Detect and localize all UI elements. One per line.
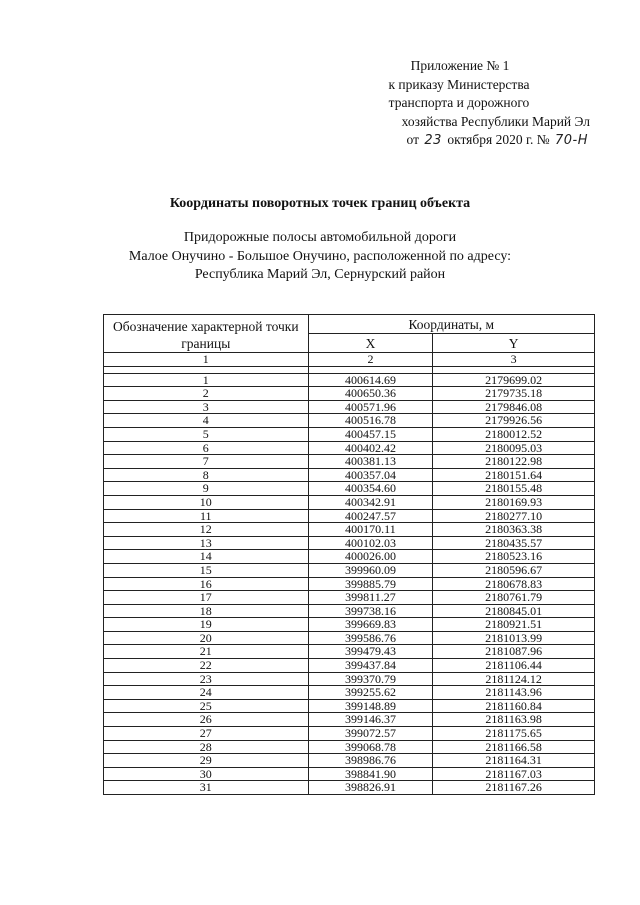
x-coordinate-cell: 400342.91 <box>308 495 433 509</box>
x-coordinate-cell: 400102.03 <box>308 536 433 550</box>
ministry-line: транспорта и дорожного <box>388 95 530 111</box>
date-prefix: от <box>406 132 420 148</box>
table-row <box>104 604 595 618</box>
table-row <box>104 740 595 754</box>
x-coordinate-cell: 400402.42 <box>308 441 433 455</box>
subtitle-line-3: Республика Марий Эл, Сернурский район <box>194 267 446 282</box>
x-coordinate-cell: 399370.79 <box>308 672 433 686</box>
handwritten-day: 23 <box>424 133 442 149</box>
table-row <box>104 781 595 795</box>
point-number-cell: 10 <box>104 495 309 509</box>
point-number-cell: 13 <box>104 536 309 550</box>
y-coordinate-cell: 2181087.96 <box>433 645 595 659</box>
x-coordinate-cell: 400357.04 <box>308 468 433 482</box>
y-coordinate-cell: 2180155.48 <box>433 482 595 496</box>
point-number-cell: 4 <box>104 414 309 428</box>
point-number-cell: 28 <box>104 740 309 754</box>
x-coordinate-cell: 400650.36 <box>308 387 433 401</box>
point-number-cell: 7 <box>104 455 309 469</box>
table-row <box>104 427 595 441</box>
y-coordinate-cell: 2181166.58 <box>433 740 595 754</box>
y-coordinate-cell: 2180678.83 <box>433 577 595 591</box>
table-row <box>104 727 595 741</box>
y-coordinate-cell: 2181175.65 <box>433 727 595 741</box>
table-row <box>104 509 595 523</box>
handwritten-order-number: 70-Н <box>554 133 588 149</box>
x-coordinate-cell: 400571.96 <box>308 400 433 414</box>
point-designation-header: Обозначение характерной точки границы <box>104 315 309 353</box>
point-number-cell: 18 <box>104 604 309 618</box>
point-number-cell: 11 <box>104 509 309 523</box>
point-number-cell: 16 <box>104 577 309 591</box>
coordinates-table-body <box>104 373 595 794</box>
y-coordinate-cell: 2180012.52 <box>433 427 595 441</box>
table-row <box>104 618 595 632</box>
point-number-cell: 27 <box>104 727 309 741</box>
x-coordinate-cell: 400170.11 <box>308 523 433 537</box>
point-number-cell: 9 <box>104 482 309 496</box>
point-number-cell: 8 <box>104 468 309 482</box>
point-number-cell: 19 <box>104 618 309 632</box>
table-row <box>104 659 595 673</box>
table-row <box>104 482 595 496</box>
table-row <box>104 767 595 781</box>
table-row <box>104 523 595 537</box>
x-coordinate-cell: 400381.13 <box>308 455 433 469</box>
point-number-cell: 14 <box>104 550 309 564</box>
x-coordinate-cell: 399738.16 <box>308 604 433 618</box>
y-coordinate-cell: 2181163.98 <box>433 713 595 727</box>
x-coordinate-cell: 400026.00 <box>308 550 433 564</box>
date-rest: октября 2020 г. № <box>447 132 550 148</box>
y-coordinate-cell: 2181106.44 <box>433 659 595 673</box>
x-coordinate-cell: 399669.83 <box>308 618 433 632</box>
table-row <box>104 468 595 482</box>
table-row <box>104 577 595 591</box>
x-coordinate-cell: 399146.37 <box>308 713 433 727</box>
point-number-cell: 25 <box>104 699 309 713</box>
y-coordinate-cell: 2180277.10 <box>433 509 595 523</box>
x-coordinate-cell: 400516.78 <box>308 414 433 428</box>
y-coordinate-cell: 2181167.03 <box>433 767 595 781</box>
x-coordinate-cell: 398826.91 <box>308 781 433 795</box>
y-coordinate-cell: 2181160.84 <box>433 699 595 713</box>
y-coordinate-cell: 2180845.01 <box>433 604 595 618</box>
point-number-cell: 22 <box>104 659 309 673</box>
document-subtitle <box>0 229 640 285</box>
table-row <box>104 631 595 645</box>
x-coordinate-cell: 400614.69 <box>308 373 433 387</box>
table-row <box>104 563 595 577</box>
y-coordinate-cell: 2179735.18 <box>433 387 595 401</box>
appendix-number: Приложение № 1 <box>410 58 510 73</box>
point-number-cell: 31 <box>104 781 309 795</box>
x-coordinate-cell: 399586.76 <box>308 631 433 645</box>
table-row <box>104 373 595 387</box>
y-coordinate-cell: 2181013.99 <box>433 631 595 645</box>
table-row <box>104 713 595 727</box>
table-row <box>104 441 595 455</box>
x-coordinate-cell: 399148.89 <box>308 699 433 713</box>
appendix-header <box>360 57 590 151</box>
y-coordinate-cell: 2180596.67 <box>433 563 595 577</box>
point-number-cell: 17 <box>104 591 309 605</box>
y-coordinate-cell: 2179926.56 <box>433 414 595 428</box>
point-number-cell: 24 <box>104 686 309 700</box>
column-number-2: 2 <box>308 353 433 367</box>
table-row <box>104 550 595 564</box>
point-number-cell: 12 <box>104 523 309 537</box>
column-number-3: 3 <box>433 353 595 367</box>
y-coordinate-cell: 2180122.98 <box>433 455 595 469</box>
table-row <box>104 536 595 550</box>
y-coordinate-cell: 2180151.64 <box>433 468 595 482</box>
x-coordinate-cell: 399437.84 <box>308 659 433 673</box>
y-coordinate-cell: 2180363.38 <box>433 523 595 537</box>
x-coordinate-cell: 399960.09 <box>308 563 433 577</box>
table-row <box>104 754 595 768</box>
y-coordinate-cell: 2180761.79 <box>433 591 595 605</box>
document-title: Координаты поворотных точек границ объекта <box>169 196 471 211</box>
point-number-cell: 15 <box>104 563 309 577</box>
y-coordinate-cell: 2180921.51 <box>433 618 595 632</box>
order-reference-line: к приказу Министерства <box>388 76 530 92</box>
x-coordinate-cell: 399255.62 <box>308 686 433 700</box>
coordinates-table <box>103 314 595 795</box>
y-coordinate-cell: 2179846.08 <box>433 400 595 414</box>
coordinates-header: Координаты, м <box>308 315 594 334</box>
point-number-cell: 30 <box>104 767 309 781</box>
table-row <box>104 645 595 659</box>
table-row <box>104 672 595 686</box>
table-row <box>104 699 595 713</box>
point-number-cell: 6 <box>104 441 309 455</box>
subtitle-line-2: Малое Онучино - Большое Онучино, расположенной по адресу: <box>128 248 512 264</box>
x-coordinate-cell: 399885.79 <box>308 577 433 591</box>
x-coordinate-cell: 400247.57 <box>308 509 433 523</box>
x-header: X <box>308 334 433 353</box>
table-row <box>104 591 595 605</box>
table-row <box>104 400 595 414</box>
point-number-cell: 2 <box>104 387 309 401</box>
x-coordinate-cell: 400457.15 <box>308 427 433 441</box>
x-coordinate-cell: 400354.60 <box>308 482 433 496</box>
subtitle-line-1: Придорожные полосы автомобильной дороги <box>183 230 457 245</box>
column-number-1: 1 <box>104 353 309 367</box>
y-coordinate-cell: 2181124.12 <box>433 672 595 686</box>
point-number-cell: 26 <box>104 713 309 727</box>
y-coordinate-cell: 2180095.03 <box>433 441 595 455</box>
table-column-numbers-row <box>104 353 595 367</box>
x-coordinate-cell: 398841.90 <box>308 767 433 781</box>
y-header: Y <box>433 334 595 353</box>
table-row <box>104 686 595 700</box>
point-number-cell: 3 <box>104 400 309 414</box>
point-number-cell: 1 <box>104 373 309 387</box>
table-row <box>104 495 595 509</box>
order-date-line <box>360 131 590 151</box>
y-coordinate-cell: 2181167.26 <box>433 781 595 795</box>
x-coordinate-cell: 399811.27 <box>308 591 433 605</box>
table-row <box>104 387 595 401</box>
x-coordinate-cell: 398986.76 <box>308 754 433 768</box>
x-coordinate-cell: 399072.57 <box>308 727 433 741</box>
y-coordinate-cell: 2179699.02 <box>433 373 595 387</box>
table-header-row <box>104 315 595 334</box>
point-number-cell: 5 <box>104 427 309 441</box>
point-number-cell: 29 <box>104 754 309 768</box>
table-row <box>104 455 595 469</box>
y-coordinate-cell: 2181164.31 <box>433 754 595 768</box>
point-number-cell: 21 <box>104 645 309 659</box>
x-coordinate-cell: 399068.78 <box>308 740 433 754</box>
ministry-region-line: хозяйства Республики Марий Эл <box>401 113 590 129</box>
y-coordinate-cell: 2180435.57 <box>433 536 595 550</box>
table-row <box>104 414 595 428</box>
y-coordinate-cell: 2180169.93 <box>433 495 595 509</box>
y-coordinate-cell: 2180523.16 <box>433 550 595 564</box>
point-number-cell: 23 <box>104 672 309 686</box>
y-coordinate-cell: 2181143.96 <box>433 686 595 700</box>
x-coordinate-cell: 399479.43 <box>308 645 433 659</box>
point-number-cell: 20 <box>104 631 309 645</box>
